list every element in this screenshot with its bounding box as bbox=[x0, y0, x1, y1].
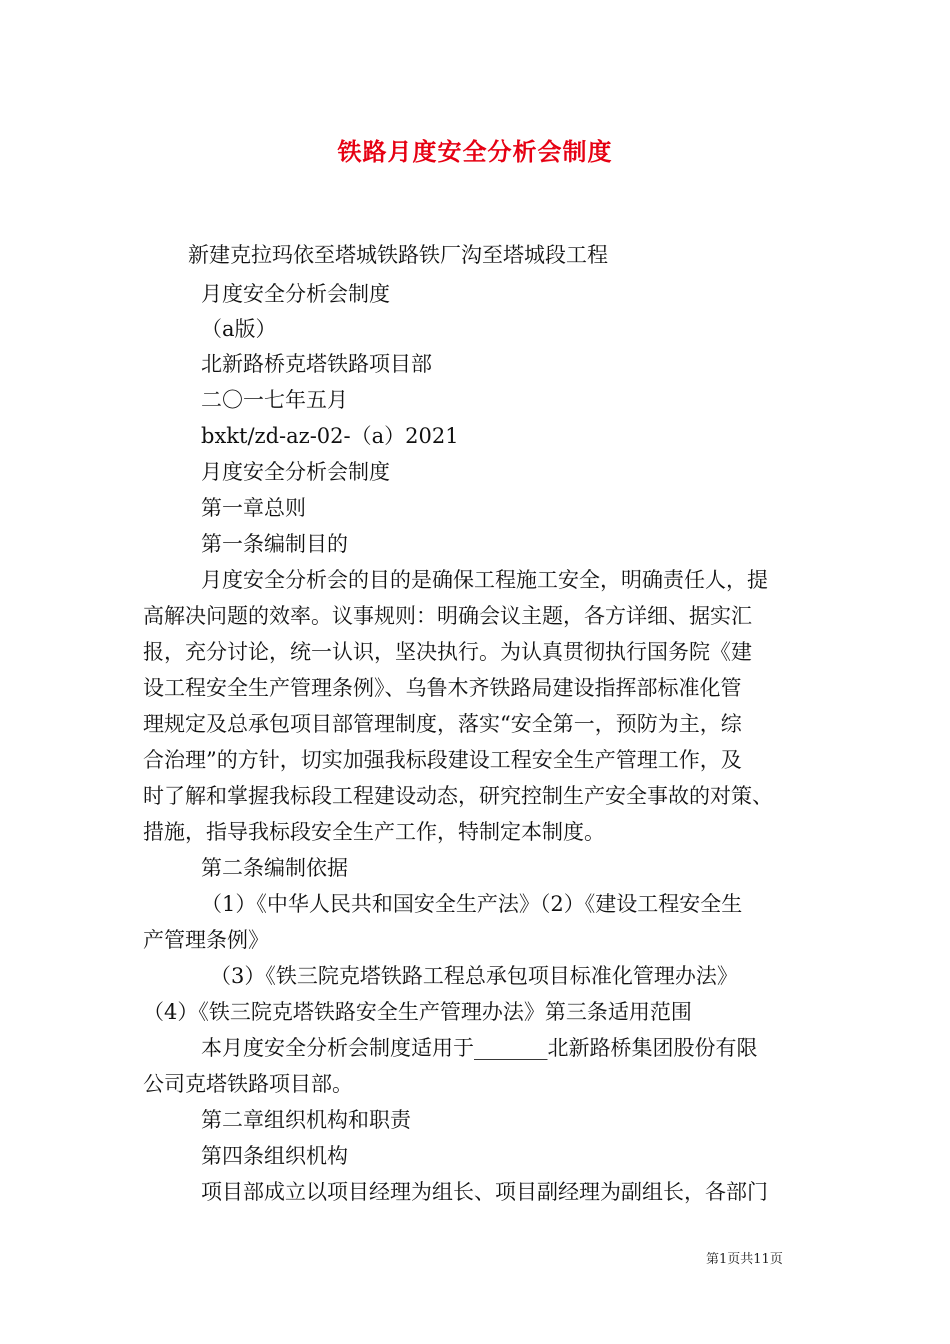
body-line: 设工程安全生产管理条例》、乌鲁木齐铁路局建设指挥部标准化管 bbox=[143, 676, 742, 700]
chapter-heading: 第二章组织机构和职责 bbox=[201, 1108, 411, 1132]
document-title: 铁路月度安全分析会制度 bbox=[337, 137, 613, 166]
reference-line: （1）《中华人民共和国安全生产法》（2）《建设工程安全生 bbox=[201, 892, 743, 916]
reference-line: 产管理条例》 bbox=[143, 928, 269, 952]
article-heading: 第四条组织机构 bbox=[201, 1144, 348, 1168]
body-line: 项目部成立以项目经理为组长、项目副经理为副组长，各部门 bbox=[201, 1180, 768, 1204]
heading-line: 月度安全分析会制度 bbox=[201, 460, 390, 484]
department-line: 北新路桥克塔铁路项目部 bbox=[201, 352, 432, 376]
reference-line: （4）《铁三院克塔铁路安全生产管理办法》第三条适用范围 bbox=[143, 1000, 692, 1024]
article-heading: 第二条编制依据 bbox=[201, 856, 348, 880]
body-line: 公司克塔铁路项目部。 bbox=[143, 1072, 353, 1096]
body-line: 本月度安全分析会制度适用于_______北新路桥集团股份有限 bbox=[201, 1036, 758, 1060]
body-line: 措施，指导我标段安全生产工作，特制定本制度。 bbox=[143, 820, 605, 844]
body-line: 时了解和掌握我标段工程建设动态，研究控制生产安全事故的对策、 bbox=[143, 784, 773, 808]
body-line: 合治理”的方针，切实加强我标段建设工程安全生产管理工作，及 bbox=[143, 748, 742, 772]
date-line: 二〇一七年五月 bbox=[201, 388, 348, 412]
doc-subtitle-line: 月度安全分析会制度 bbox=[201, 282, 390, 306]
article-heading: 第一条编制目的 bbox=[201, 532, 348, 556]
page-number: 第1页共11页 bbox=[706, 1252, 783, 1267]
doc-code-line: bxkt/zd-az-02-（a）2021 bbox=[201, 424, 459, 448]
body-line: 月度安全分析会的目的是确保工程施工安全，明确责任人，提 bbox=[201, 568, 768, 592]
chapter-heading: 第一章总则 bbox=[201, 496, 306, 520]
body-line: 理规定及总承包项目部管理制度，落实“安全第一，预防为主，综 bbox=[143, 712, 742, 736]
version-line: （a版） bbox=[201, 317, 277, 341]
reference-line: （3）《铁三院克塔铁路工程总承包项目标准化管理办法》 bbox=[210, 964, 738, 988]
body-line: 报，充分讨论，统一认识，坚决执行。为认真贯彻执行国务院《建 bbox=[143, 640, 752, 664]
project-name-line: 新建克拉玛依至塔城铁路铁厂沟至塔城段工程 bbox=[188, 243, 608, 267]
body-line: 高解决问题的效率。议事规则：明确会议主题，各方详细、据实汇 bbox=[143, 604, 752, 628]
